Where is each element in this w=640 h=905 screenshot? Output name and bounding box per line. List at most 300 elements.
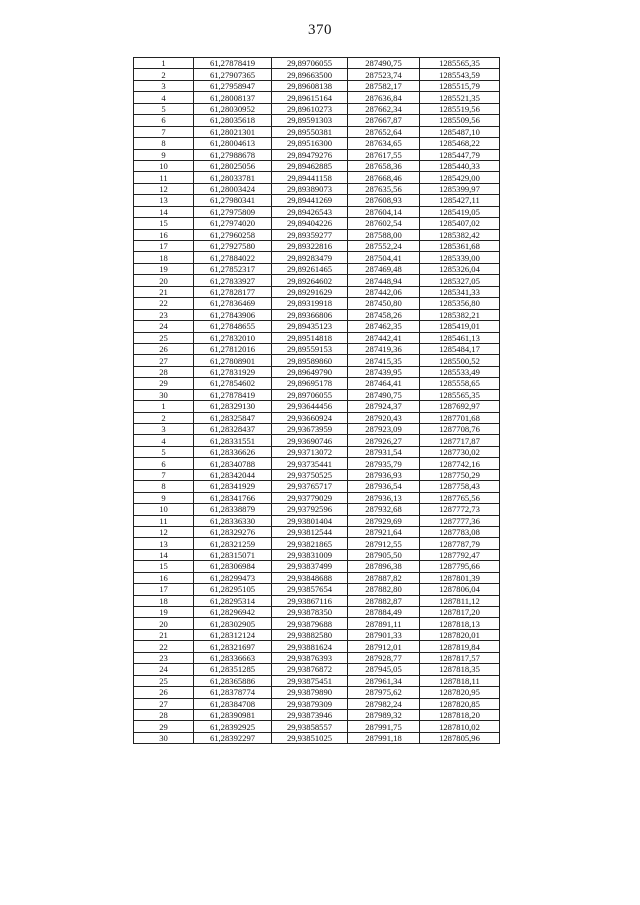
latitude-cell: 61,27808901 (194, 355, 272, 366)
coord-x-cell: 287891,11 (348, 618, 420, 629)
coord-y-cell: 1285419,05 (420, 206, 500, 217)
coord-x-cell: 287912,55 (348, 538, 420, 549)
coord-x-cell: 287458,26 (348, 309, 420, 320)
table-row (134, 675, 500, 686)
latitude-cell: 61,28321697 (194, 641, 272, 652)
latitude-cell: 61,28312124 (194, 629, 272, 640)
longitude-cell: 29,89264602 (272, 275, 348, 286)
coord-y-cell: 1287818,13 (420, 618, 500, 629)
point-number-cell: 29 (134, 378, 194, 389)
point-number-cell: 24 (134, 321, 194, 332)
latitude-cell: 61,28392925 (194, 721, 272, 732)
latitude-cell: 61,28003424 (194, 183, 272, 194)
table-row (134, 229, 500, 240)
coord-x-cell: 287912,01 (348, 641, 420, 652)
table-row (134, 160, 500, 171)
point-number-cell: 13 (134, 195, 194, 206)
latitude-cell: 61,28336330 (194, 515, 272, 526)
coord-y-cell: 1285382,21 (420, 309, 500, 320)
latitude-cell: 61,28384708 (194, 698, 272, 709)
point-number-cell: 18 (134, 252, 194, 263)
point-number-cell: 28 (134, 366, 194, 377)
longitude-cell: 29,89516300 (272, 138, 348, 149)
coord-y-cell: 1285519,56 (420, 103, 500, 114)
coord-x-cell: 287901,33 (348, 629, 420, 640)
longitude-cell: 29,89389073 (272, 183, 348, 194)
point-number-cell: 22 (134, 641, 194, 652)
coord-x-cell: 287634,65 (348, 138, 420, 149)
point-number-cell: 8 (134, 138, 194, 149)
latitude-cell: 61,28008137 (194, 92, 272, 103)
longitude-cell: 29,89435123 (272, 321, 348, 332)
latitude-cell: 61,28299473 (194, 572, 272, 583)
coord-y-cell: 1285484,17 (420, 343, 500, 354)
latitude-cell: 61,28025056 (194, 160, 272, 171)
point-number-cell: 9 (134, 149, 194, 160)
table-row (134, 549, 500, 560)
latitude-cell: 61,27812016 (194, 343, 272, 354)
coord-y-cell: 1285515,79 (420, 80, 500, 91)
table-row (134, 286, 500, 297)
latitude-cell: 61,28315071 (194, 549, 272, 560)
coord-x-cell: 287490,75 (348, 389, 420, 400)
latitude-cell: 61,28021301 (194, 126, 272, 137)
longitude-cell: 29,93837499 (272, 561, 348, 572)
table-row (134, 709, 500, 720)
coord-x-cell: 287896,38 (348, 561, 420, 572)
point-number-cell: 22 (134, 298, 194, 309)
coord-x-cell: 287882,87 (348, 595, 420, 606)
point-number-cell: 17 (134, 241, 194, 252)
table-row (134, 309, 500, 320)
longitude-cell: 29,93821865 (272, 538, 348, 549)
table-row (134, 492, 500, 503)
point-number-cell: 5 (134, 446, 194, 457)
latitude-cell: 61,27907365 (194, 69, 272, 80)
longitude-cell: 29,89291629 (272, 286, 348, 297)
coord-x-cell: 287667,87 (348, 115, 420, 126)
table-row (134, 263, 500, 274)
table-row (134, 378, 500, 389)
coord-y-cell: 1287795,66 (420, 561, 500, 572)
latitude-cell: 61,27960258 (194, 229, 272, 240)
point-number-cell: 21 (134, 286, 194, 297)
coordinates-table-body (134, 58, 500, 744)
longitude-cell: 29,93878350 (272, 607, 348, 618)
longitude-cell: 29,89404226 (272, 218, 348, 229)
point-number-cell: 30 (134, 389, 194, 400)
point-number-cell: 26 (134, 687, 194, 698)
table-row (134, 172, 500, 183)
table-row (134, 458, 500, 469)
longitude-cell: 29,93673959 (272, 424, 348, 435)
longitude-cell: 29,93690746 (272, 435, 348, 446)
longitude-cell: 29,89441158 (272, 172, 348, 183)
longitude-cell: 29,93876393 (272, 652, 348, 663)
longitude-cell: 29,93792596 (272, 504, 348, 515)
latitude-cell: 61,27975809 (194, 206, 272, 217)
longitude-cell: 29,93879688 (272, 618, 348, 629)
longitude-cell: 29,89514818 (272, 332, 348, 343)
latitude-cell: 61,28321259 (194, 538, 272, 549)
table-row (134, 58, 500, 69)
coord-y-cell: 1285521,35 (420, 92, 500, 103)
longitude-cell: 29,93858557 (272, 721, 348, 732)
coord-y-cell: 1287765,56 (420, 492, 500, 503)
longitude-cell: 29,89462885 (272, 160, 348, 171)
longitude-cell: 29,89615164 (272, 92, 348, 103)
longitude-cell: 29,89559153 (272, 343, 348, 354)
coord-x-cell: 287448,94 (348, 275, 420, 286)
coord-y-cell: 1285487,10 (420, 126, 500, 137)
point-number-cell: 4 (134, 92, 194, 103)
longitude-cell: 29,89591303 (272, 115, 348, 126)
point-number-cell: 19 (134, 607, 194, 618)
point-number-cell: 11 (134, 172, 194, 183)
table-row (134, 332, 500, 343)
coord-y-cell: 1285565,35 (420, 389, 500, 400)
longitude-cell: 29,89649790 (272, 366, 348, 377)
table-row (134, 103, 500, 114)
latitude-cell: 61,27927580 (194, 241, 272, 252)
coord-x-cell: 287464,41 (348, 378, 420, 389)
table-row (134, 401, 500, 412)
latitude-cell: 61,27878419 (194, 58, 272, 69)
coord-x-cell: 287931,54 (348, 446, 420, 457)
longitude-cell: 29,93879309 (272, 698, 348, 709)
table-row (134, 355, 500, 366)
coord-y-cell: 1285440,33 (420, 160, 500, 171)
point-number-cell: 5 (134, 103, 194, 114)
latitude-cell: 61,27988678 (194, 149, 272, 160)
latitude-cell: 61,27848655 (194, 321, 272, 332)
coord-x-cell: 287989,32 (348, 709, 420, 720)
coord-y-cell: 1287817,57 (420, 652, 500, 663)
coord-y-cell: 1285558,65 (420, 378, 500, 389)
table-row (134, 607, 500, 618)
coord-x-cell: 287991,18 (348, 732, 420, 743)
coord-x-cell: 287923,09 (348, 424, 420, 435)
longitude-cell: 29,89359277 (272, 229, 348, 240)
table-row (134, 321, 500, 332)
coord-y-cell: 1287783,08 (420, 526, 500, 537)
latitude-cell: 61,28329276 (194, 526, 272, 537)
coord-x-cell: 287905,50 (348, 549, 420, 560)
longitude-cell: 29,93801404 (272, 515, 348, 526)
longitude-cell: 29,93882580 (272, 629, 348, 640)
coord-y-cell: 1287820,95 (420, 687, 500, 698)
coord-y-cell: 1287692,97 (420, 401, 500, 412)
longitude-cell: 29,93644456 (272, 401, 348, 412)
coord-y-cell: 1287777,36 (420, 515, 500, 526)
latitude-cell: 61,28035618 (194, 115, 272, 126)
latitude-cell: 61,27884022 (194, 252, 272, 263)
longitude-cell: 29,89261465 (272, 263, 348, 274)
coord-y-cell: 1285543,59 (420, 69, 500, 80)
coord-y-cell: 1285326,04 (420, 263, 500, 274)
longitude-cell: 29,93857654 (272, 584, 348, 595)
latitude-cell: 61,28338879 (194, 504, 272, 515)
coord-y-cell: 1285500,52 (420, 355, 500, 366)
table-row (134, 275, 500, 286)
longitude-cell: 29,93735441 (272, 458, 348, 469)
coord-x-cell: 287991,75 (348, 721, 420, 732)
coord-x-cell: 287415,35 (348, 355, 420, 366)
longitude-cell: 29,89322816 (272, 241, 348, 252)
latitude-cell: 61,28342044 (194, 469, 272, 480)
point-number-cell: 24 (134, 664, 194, 675)
latitude-cell: 61,27980341 (194, 195, 272, 206)
coord-x-cell: 287635,56 (348, 183, 420, 194)
table-row (134, 241, 500, 252)
coord-y-cell: 1285407,02 (420, 218, 500, 229)
table-row (134, 138, 500, 149)
coord-y-cell: 1285399,97 (420, 183, 500, 194)
latitude-cell: 61,27836469 (194, 298, 272, 309)
coord-x-cell: 287442,41 (348, 332, 420, 343)
table-row (134, 252, 500, 263)
table-row (134, 629, 500, 640)
point-number-cell: 20 (134, 618, 194, 629)
table-row (134, 126, 500, 137)
point-number-cell: 1 (134, 401, 194, 412)
point-number-cell: 14 (134, 549, 194, 560)
longitude-cell: 29,93812544 (272, 526, 348, 537)
longitude-cell: 29,93873946 (272, 709, 348, 720)
coord-y-cell: 1285382,42 (420, 229, 500, 240)
table-row (134, 584, 500, 595)
point-number-cell: 25 (134, 675, 194, 686)
longitude-cell: 29,93779029 (272, 492, 348, 503)
coord-y-cell: 1285447,79 (420, 149, 500, 160)
coord-y-cell: 1287818,35 (420, 664, 500, 675)
latitude-cell: 61,28004613 (194, 138, 272, 149)
coord-x-cell: 287552,24 (348, 241, 420, 252)
coord-x-cell: 287469,48 (348, 263, 420, 274)
coord-x-cell: 287982,24 (348, 698, 420, 709)
coordinates-table (133, 57, 500, 744)
coord-y-cell: 1287742,16 (420, 458, 500, 469)
longitude-cell: 29,93881624 (272, 641, 348, 652)
longitude-cell: 29,93750525 (272, 469, 348, 480)
coord-x-cell: 287935,79 (348, 458, 420, 469)
latitude-cell: 61,27833927 (194, 275, 272, 286)
point-number-cell: 27 (134, 698, 194, 709)
coord-x-cell: 287936,93 (348, 469, 420, 480)
coord-y-cell: 1285468,22 (420, 138, 500, 149)
latitude-cell: 61,28336626 (194, 446, 272, 457)
coord-y-cell: 1285565,35 (420, 58, 500, 69)
coord-x-cell: 287921,64 (348, 526, 420, 537)
point-number-cell: 7 (134, 469, 194, 480)
coord-x-cell: 287419,36 (348, 343, 420, 354)
latitude-cell: 61,28306984 (194, 561, 272, 572)
table-row (134, 389, 500, 400)
point-number-cell: 2 (134, 412, 194, 423)
table-row (134, 698, 500, 709)
point-number-cell: 14 (134, 206, 194, 217)
longitude-cell: 29,89366806 (272, 309, 348, 320)
table-row (134, 721, 500, 732)
point-number-cell: 15 (134, 561, 194, 572)
coord-y-cell: 1287806,04 (420, 584, 500, 595)
page-number: 370 (308, 22, 332, 38)
table-row (134, 652, 500, 663)
latitude-cell: 61,27854602 (194, 378, 272, 389)
coord-y-cell: 1287818,20 (420, 709, 500, 720)
table-row (134, 195, 500, 206)
table-row (134, 618, 500, 629)
latitude-cell: 61,28351285 (194, 664, 272, 675)
table-row (134, 526, 500, 537)
table-row (134, 92, 500, 103)
longitude-cell: 29,89706055 (272, 389, 348, 400)
coord-x-cell: 287504,41 (348, 252, 420, 263)
coord-y-cell: 1285361,68 (420, 241, 500, 252)
longitude-cell: 29,89706055 (272, 58, 348, 69)
coord-y-cell: 1287787,79 (420, 538, 500, 549)
coord-x-cell: 287450,80 (348, 298, 420, 309)
table-row (134, 504, 500, 515)
latitude-cell: 61,27878419 (194, 389, 272, 400)
longitude-cell: 29,93876872 (272, 664, 348, 675)
longitude-cell: 29,93660924 (272, 412, 348, 423)
point-number-cell: 19 (134, 263, 194, 274)
table-row (134, 469, 500, 480)
coord-x-cell: 287668,46 (348, 172, 420, 183)
coord-y-cell: 1285509,56 (420, 115, 500, 126)
point-number-cell: 16 (134, 572, 194, 583)
table-row (134, 412, 500, 423)
table-row (134, 595, 500, 606)
point-number-cell: 6 (134, 458, 194, 469)
point-number-cell: 8 (134, 481, 194, 492)
longitude-cell: 29,93765717 (272, 481, 348, 492)
coord-y-cell: 1287801,39 (420, 572, 500, 583)
table-row (134, 481, 500, 492)
point-number-cell: 9 (134, 492, 194, 503)
point-number-cell: 4 (134, 435, 194, 446)
longitude-cell: 29,93867116 (272, 595, 348, 606)
coord-x-cell: 287588,00 (348, 229, 420, 240)
latitude-cell: 61,28328437 (194, 424, 272, 435)
coord-y-cell: 1287818,11 (420, 675, 500, 686)
coord-x-cell: 287920,43 (348, 412, 420, 423)
coord-x-cell: 287604,14 (348, 206, 420, 217)
coord-x-cell: 287523,74 (348, 69, 420, 80)
table-row (134, 435, 500, 446)
coord-x-cell: 287975,62 (348, 687, 420, 698)
latitude-cell: 61,27832010 (194, 332, 272, 343)
coord-x-cell: 287658,36 (348, 160, 420, 171)
latitude-cell: 61,28378774 (194, 687, 272, 698)
table-row (134, 424, 500, 435)
latitude-cell: 61,28331551 (194, 435, 272, 446)
coord-y-cell: 1285327,05 (420, 275, 500, 286)
table-row (134, 538, 500, 549)
coord-y-cell: 1287820,85 (420, 698, 500, 709)
coord-x-cell: 287961,34 (348, 675, 420, 686)
point-number-cell: 27 (134, 355, 194, 366)
latitude-cell: 61,28302905 (194, 618, 272, 629)
table-row (134, 664, 500, 675)
table-row (134, 149, 500, 160)
coord-x-cell: 287617,55 (348, 149, 420, 160)
coord-y-cell: 1287820,01 (420, 629, 500, 640)
coord-y-cell: 1287750,29 (420, 469, 500, 480)
coord-y-cell: 1285429,00 (420, 172, 500, 183)
table-row (134, 732, 500, 743)
coord-y-cell: 1285427,11 (420, 195, 500, 206)
latitude-cell: 61,28295105 (194, 584, 272, 595)
coord-y-cell: 1285356,80 (420, 298, 500, 309)
coord-x-cell: 287887,82 (348, 572, 420, 583)
point-number-cell: 17 (134, 584, 194, 595)
coord-y-cell: 1287810,02 (420, 721, 500, 732)
latitude-cell: 61,28296942 (194, 607, 272, 618)
coord-x-cell: 287926,27 (348, 435, 420, 446)
longitude-cell: 29,89319918 (272, 298, 348, 309)
table-row (134, 206, 500, 217)
longitude-cell: 29,89610273 (272, 103, 348, 114)
point-number-cell: 29 (134, 721, 194, 732)
coord-x-cell: 287439,95 (348, 366, 420, 377)
longitude-cell: 29,89663500 (272, 69, 348, 80)
table-row (134, 446, 500, 457)
point-number-cell: 3 (134, 424, 194, 435)
coord-y-cell: 1287758,43 (420, 481, 500, 492)
point-number-cell: 13 (134, 538, 194, 549)
coord-y-cell: 1287717,87 (420, 435, 500, 446)
table-row (134, 366, 500, 377)
latitude-cell: 61,28341929 (194, 481, 272, 492)
coord-x-cell: 287884,49 (348, 607, 420, 618)
coord-x-cell: 287442,06 (348, 286, 420, 297)
point-number-cell: 15 (134, 218, 194, 229)
latitude-cell: 61,27831929 (194, 366, 272, 377)
longitude-cell: 29,89441269 (272, 195, 348, 206)
longitude-cell: 29,89695178 (272, 378, 348, 389)
coord-y-cell: 1287805,96 (420, 732, 500, 743)
longitude-cell: 29,89283479 (272, 252, 348, 263)
point-number-cell: 23 (134, 652, 194, 663)
latitude-cell: 61,27843906 (194, 309, 272, 320)
table-row (134, 80, 500, 91)
latitude-cell: 61,28325847 (194, 412, 272, 423)
table-row (134, 572, 500, 583)
table-row (134, 218, 500, 229)
coord-y-cell: 1285339,00 (420, 252, 500, 263)
coord-y-cell: 1285533,49 (420, 366, 500, 377)
coord-x-cell: 287928,77 (348, 652, 420, 663)
coord-y-cell: 1285461,13 (420, 332, 500, 343)
point-number-cell: 18 (134, 595, 194, 606)
coord-y-cell: 1287772,73 (420, 504, 500, 515)
coord-x-cell: 287936,13 (348, 492, 420, 503)
point-number-cell: 21 (134, 629, 194, 640)
coord-x-cell: 287929,69 (348, 515, 420, 526)
longitude-cell: 29,93713072 (272, 446, 348, 457)
longitude-cell: 29,93879890 (272, 687, 348, 698)
point-number-cell: 28 (134, 709, 194, 720)
latitude-cell: 61,27828177 (194, 286, 272, 297)
coord-y-cell: 1285419,01 (420, 321, 500, 332)
latitude-cell: 61,28030952 (194, 103, 272, 114)
table-row (134, 561, 500, 572)
latitude-cell: 61,27852317 (194, 263, 272, 274)
table-row (134, 298, 500, 309)
latitude-cell: 61,28390981 (194, 709, 272, 720)
